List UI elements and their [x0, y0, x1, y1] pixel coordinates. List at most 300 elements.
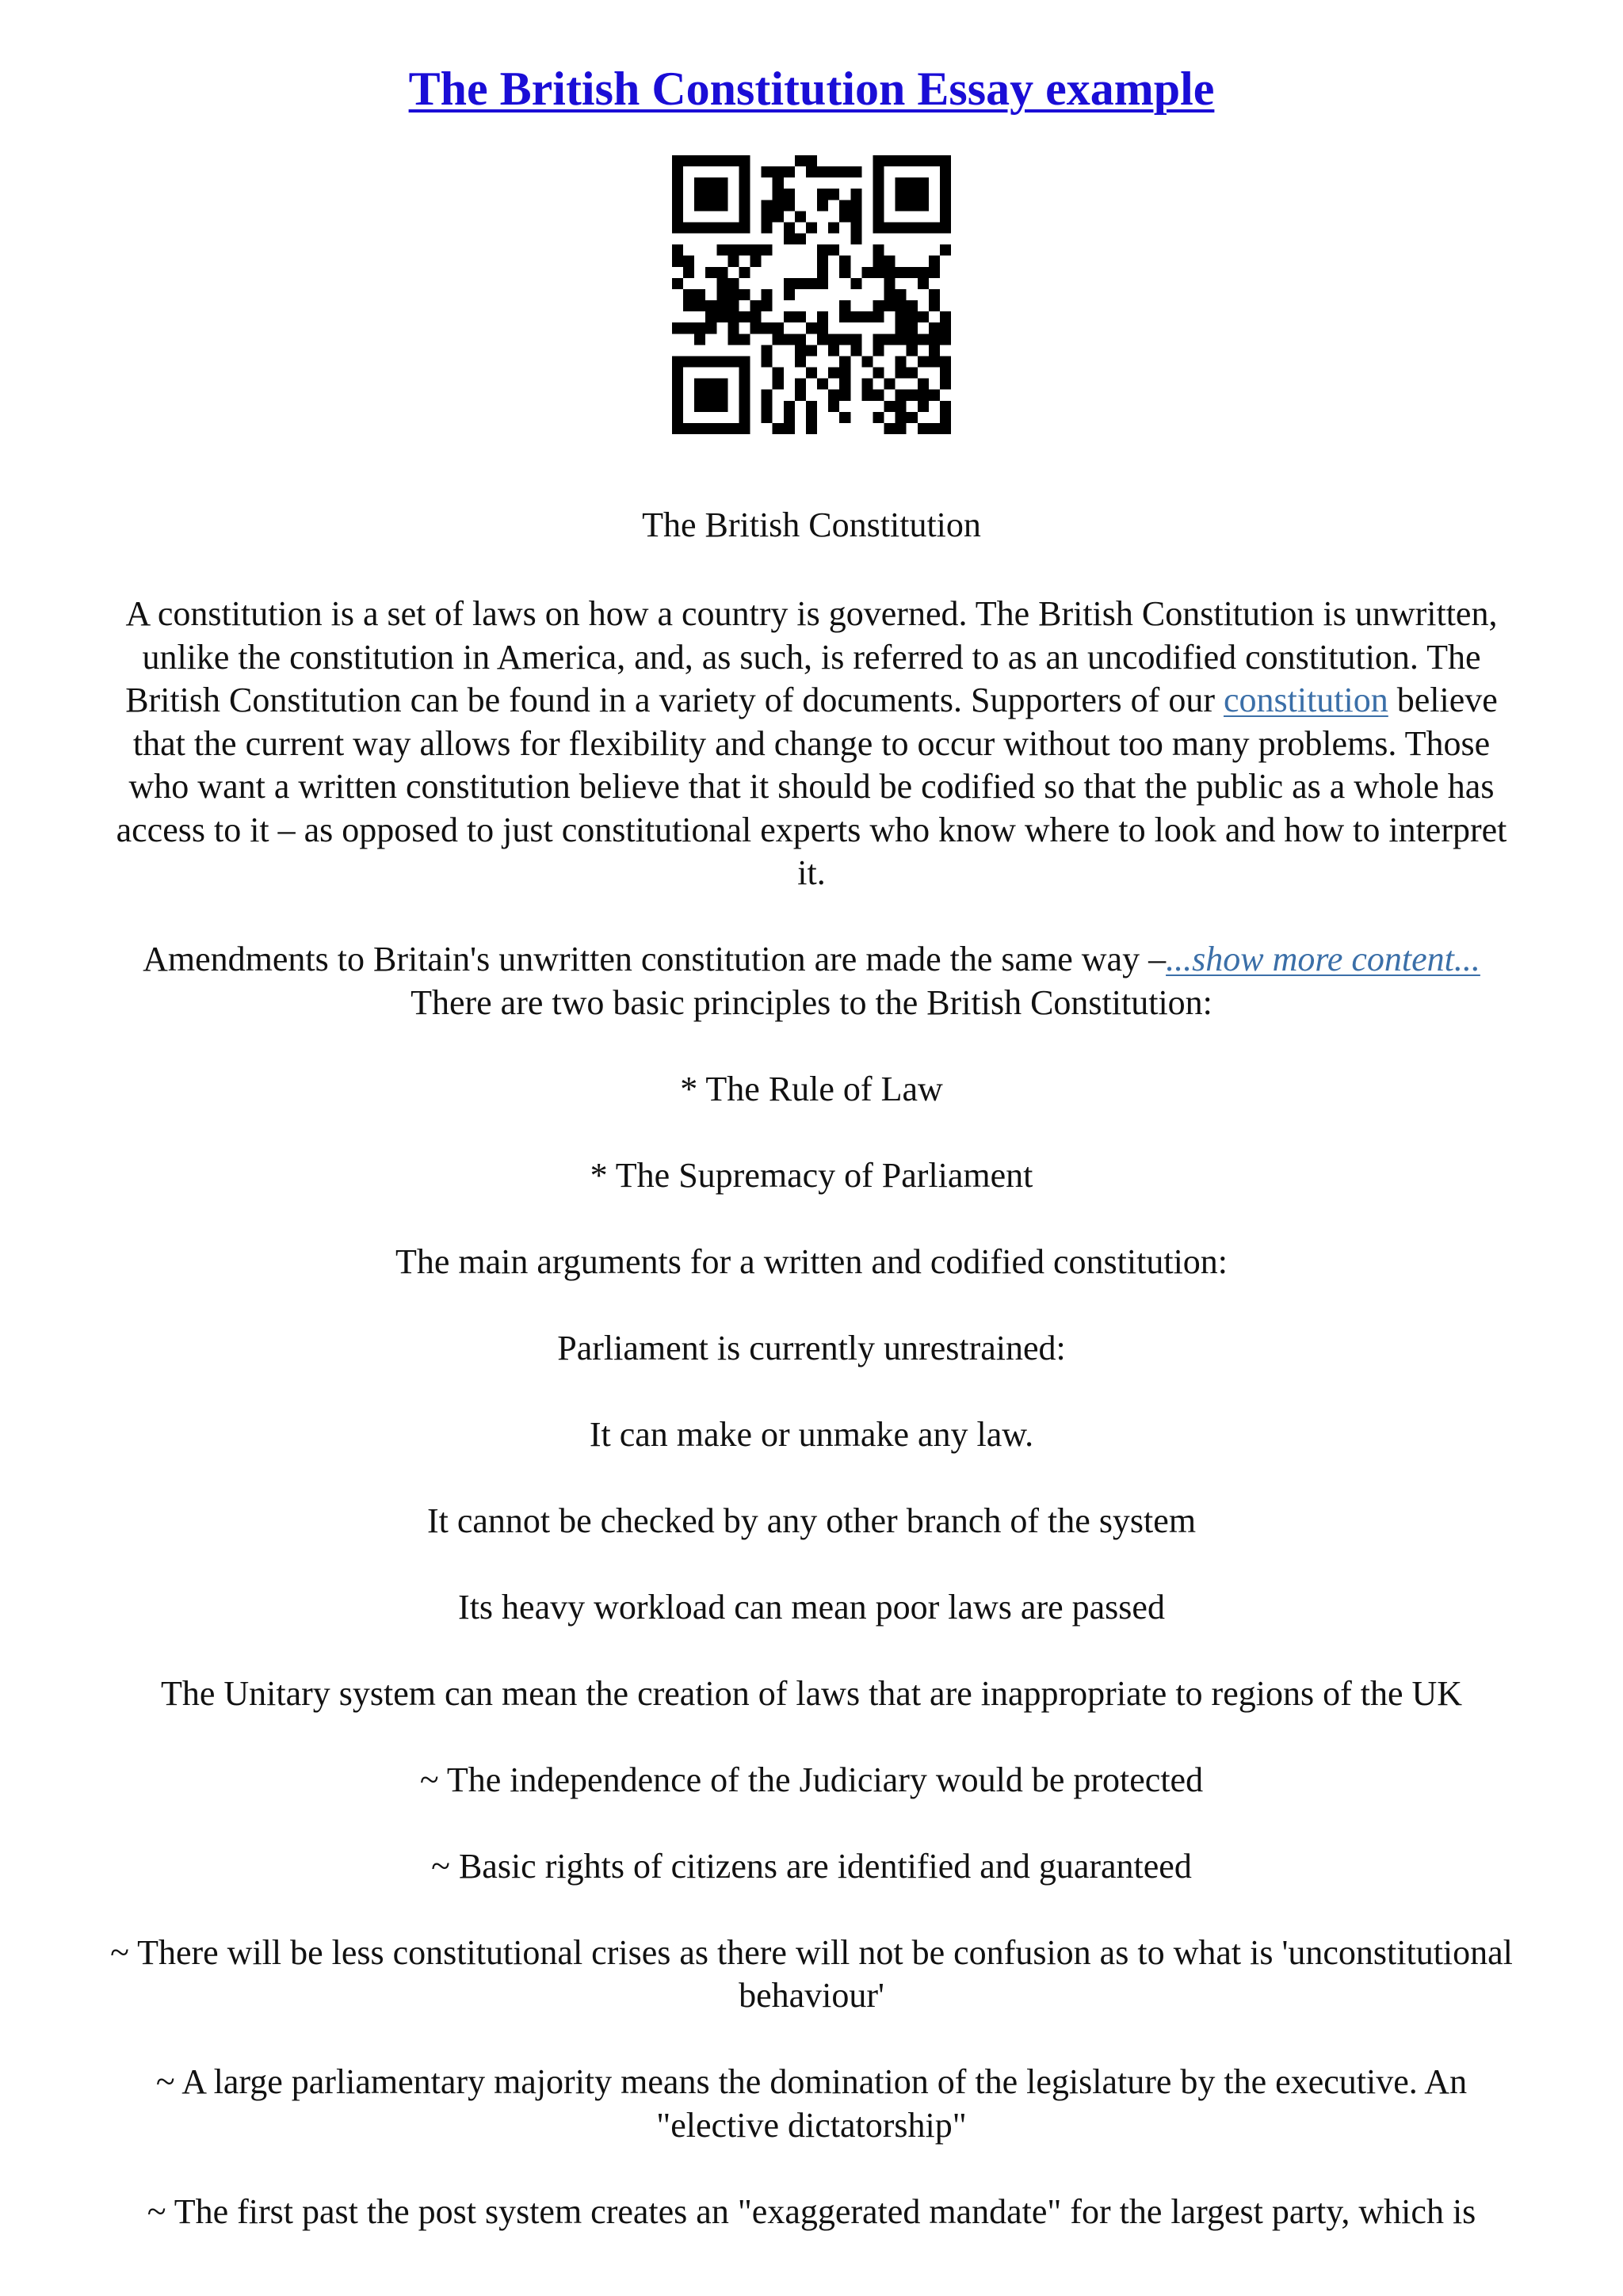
- qr-module: [739, 334, 750, 345]
- qr-module: [705, 401, 716, 412]
- qr-module: [873, 256, 884, 267]
- qr-module: [750, 311, 762, 322]
- qr-module: [873, 200, 884, 211]
- qr-module: [683, 300, 694, 311]
- qr-module: [773, 211, 784, 222]
- qr-module: [929, 155, 940, 166]
- tilde-crises-line-2: behaviour': [739, 1976, 884, 2015]
- qr-module: [795, 278, 806, 289]
- qr-module: [762, 345, 773, 356]
- qr-module: [918, 334, 929, 345]
- qr-module: [806, 278, 817, 289]
- qr-module: [705, 222, 716, 233]
- qr-module: [705, 177, 716, 189]
- qr-module: [773, 334, 784, 345]
- qr-module: [907, 334, 918, 345]
- qr-module: [817, 322, 828, 334]
- qr-module: [672, 368, 683, 379]
- qr-module: [817, 189, 828, 200]
- qr-module: [940, 311, 951, 322]
- qr-module: [929, 334, 940, 345]
- qr-module: [750, 300, 762, 311]
- qr-module: [705, 200, 716, 211]
- qr-module: [873, 177, 884, 189]
- qr-module: [806, 423, 817, 434]
- qr-module: [907, 267, 918, 278]
- qr-module: [739, 189, 750, 200]
- qr-module: [940, 423, 951, 434]
- qr-module: [727, 289, 739, 300]
- qr-module: [850, 189, 861, 200]
- qr-module: [795, 311, 806, 322]
- qr-module: [940, 189, 951, 200]
- tilde-judiciary: ~ The independence of the Judiciary would be protected: [419, 1760, 1204, 1799]
- qr-module: [896, 177, 907, 189]
- qr-module: [762, 222, 773, 233]
- qr-module: [861, 267, 873, 278]
- qr-module: [784, 334, 795, 345]
- qr-module: [850, 234, 861, 245]
- qr-module: [896, 189, 907, 200]
- qr-module: [705, 300, 716, 311]
- qr-module: [705, 356, 716, 367]
- qr-module: [795, 390, 806, 401]
- qr-module: [705, 155, 716, 166]
- qr-module: [839, 334, 850, 345]
- qr-module: [873, 155, 884, 166]
- qr-module: [929, 423, 940, 434]
- qr-module: [739, 177, 750, 189]
- qr-module: [873, 412, 884, 423]
- qr-module: [907, 390, 918, 401]
- qr-module: [839, 211, 850, 222]
- arguments-heading: The main arguments for a written and codified constitution:: [395, 1241, 1228, 1281]
- qr-module: [773, 177, 784, 189]
- qr-module: [873, 267, 884, 278]
- qr-module: [784, 278, 795, 289]
- qr-module: [918, 189, 929, 200]
- qr-module: [694, 334, 705, 345]
- qr-module: [918, 177, 929, 189]
- qr-module: [839, 390, 850, 401]
- principle-rule-of-law: * The Rule of Law: [680, 1069, 943, 1108]
- qr-module: [940, 412, 951, 423]
- principles-intro: There are two basic principles to the British Constitution:: [411, 982, 1212, 1022]
- qr-module: [850, 278, 861, 289]
- qr-module: [739, 311, 750, 322]
- qr-module: [716, 278, 727, 289]
- qr-module: [929, 390, 940, 401]
- qr-module: [672, 423, 683, 434]
- qr-module: [907, 200, 918, 211]
- qr-module: [762, 200, 773, 211]
- qr-module: [716, 289, 727, 300]
- qr-module: [773, 423, 784, 434]
- qr-module: [672, 256, 683, 267]
- qr-module: [907, 322, 918, 334]
- qr-module: [861, 379, 873, 390]
- qr-module: [716, 189, 727, 200]
- qr-module: [762, 322, 773, 334]
- qr-module: [884, 155, 896, 166]
- qr-module: [795, 155, 806, 166]
- qr-module: [940, 177, 951, 189]
- qr-module: [784, 401, 795, 412]
- qr-module: [896, 401, 907, 412]
- qr-module: [672, 155, 683, 166]
- point-make-law: It can make or unmake any law.: [589, 1414, 1034, 1454]
- tilde-rights: ~ Basic rights of citizens are identified and guaranteed: [431, 1846, 1192, 1886]
- title-link[interactable]: The British Constitution Essay example: [408, 63, 1215, 115]
- qr-module: [672, 356, 683, 367]
- qr-module: [727, 356, 739, 367]
- qr-module: [873, 311, 884, 322]
- qr-module: [806, 166, 817, 177]
- qr-module: [907, 189, 918, 200]
- qr-module: [739, 245, 750, 256]
- qr-module: [940, 155, 951, 166]
- qr-module: [739, 267, 750, 278]
- qr-module: [683, 423, 694, 434]
- qr-module: [896, 356, 907, 367]
- qr-module: [762, 289, 773, 300]
- qr-module: [773, 166, 784, 177]
- qr-module: [806, 401, 817, 412]
- qr-module: [694, 300, 705, 311]
- qr-module: [940, 401, 951, 412]
- qr-module: [750, 256, 762, 267]
- qr-module: [784, 200, 795, 211]
- qr-module: [784, 412, 795, 423]
- qr-module: [884, 401, 896, 412]
- qr-module: [683, 222, 694, 233]
- essay-body: [0, 593, 1623, 2233]
- qr-module: [828, 368, 839, 379]
- qr-module: [828, 334, 839, 345]
- qr-module: [817, 311, 828, 322]
- qr-module: [850, 166, 861, 177]
- qr-module: [896, 368, 907, 379]
- qr-module: [884, 334, 896, 345]
- qr-module: [817, 278, 828, 289]
- qr-module: [672, 189, 683, 200]
- qr-module: [806, 412, 817, 423]
- qr-module: [705, 189, 716, 200]
- qr-module: [694, 189, 705, 200]
- qr-module: [694, 390, 705, 401]
- qr-module: [716, 356, 727, 367]
- qr-module: [850, 311, 861, 322]
- qr-module: [694, 177, 705, 189]
- qr-module: [716, 200, 727, 211]
- qr-module: [839, 311, 850, 322]
- qr-module: [672, 412, 683, 423]
- qr-module: [884, 379, 896, 390]
- qr-module: [940, 356, 951, 367]
- qr-module: [873, 222, 884, 233]
- qr-module: [683, 289, 694, 300]
- qr-module: [784, 311, 795, 322]
- qr-module: [773, 379, 784, 390]
- qr-module: [873, 345, 884, 356]
- principle-supremacy: * The Supremacy of Parliament: [590, 1155, 1033, 1195]
- qr-module: [762, 166, 773, 177]
- qr-module: [739, 379, 750, 390]
- qr-module: [918, 311, 929, 322]
- qr-module: [873, 166, 884, 177]
- qr-module: [828, 345, 839, 356]
- qr-module: [929, 300, 940, 311]
- qr-module: [716, 245, 727, 256]
- qr-module: [672, 177, 683, 189]
- qr-module: [795, 345, 806, 356]
- qr-module: [828, 189, 839, 200]
- constitution-link[interactable]: constitution: [1223, 681, 1388, 719]
- qr-module: [683, 256, 694, 267]
- qr-module: [907, 177, 918, 189]
- qr-module: [672, 401, 683, 412]
- qr-module: [739, 211, 750, 222]
- qr-module: [773, 322, 784, 334]
- qr-module: [817, 379, 828, 390]
- qr-module: [694, 289, 705, 300]
- qr-module: [896, 267, 907, 278]
- qr-module: [727, 322, 739, 334]
- qr-module: [683, 356, 694, 367]
- qr-module: [672, 322, 683, 334]
- qr-module: [907, 368, 918, 379]
- qr-module: [739, 368, 750, 379]
- qr-module: [739, 222, 750, 233]
- intro-line-2: unlike the constitution in America, and, as such, is referred to as an uncodified constitution. The: [142, 637, 1481, 677]
- qr-module: [896, 412, 907, 423]
- qr-module: [727, 278, 739, 289]
- qr-module: [727, 256, 739, 267]
- qr-module: [896, 222, 907, 233]
- tilde-majority-line-2: "elective dictatorship": [656, 2105, 967, 2145]
- qr-module: [762, 390, 773, 401]
- qr-module: [817, 245, 828, 256]
- qr-module: [929, 256, 940, 267]
- qr-module: [716, 401, 727, 412]
- qr-module: [716, 267, 727, 278]
- qr-module: [672, 278, 683, 289]
- qr-module: [839, 412, 850, 423]
- qr-module: [739, 412, 750, 423]
- tilde-crises-line-1: ~ There will be less constitutional crises as there will not be confusion as to what is 'unconstitutional: [110, 1932, 1513, 1972]
- qr-module: [784, 289, 795, 300]
- qr-module: [873, 368, 884, 379]
- qr-module: [705, 379, 716, 390]
- title-heading: [0, 57, 1623, 120]
- qr-module: [850, 345, 861, 356]
- qr-module: [716, 177, 727, 189]
- point-unitary: The Unitary system can mean the creation of laws that are inappropriate to regions of the UK: [160, 1673, 1463, 1713]
- qr-module: [817, 256, 828, 267]
- qr-module: [817, 200, 828, 211]
- qr-module: [784, 423, 795, 434]
- show-more-link[interactable]: ...show more content...: [1166, 940, 1480, 978]
- qr-module: [907, 300, 918, 311]
- qr-module: [694, 322, 705, 334]
- qr-module: [907, 155, 918, 166]
- qr-module: [705, 423, 716, 434]
- qr-module: [861, 356, 873, 367]
- qr-module: [873, 300, 884, 311]
- unrestrained-line: Parliament is currently unrestrained:: [557, 1328, 1066, 1367]
- qr-module: [694, 155, 705, 166]
- qr-module: [839, 200, 850, 211]
- qr-module: [907, 222, 918, 233]
- qr-module: [672, 390, 683, 401]
- qr-module: [672, 166, 683, 177]
- qr-module: [806, 368, 817, 379]
- qr-module: [727, 222, 739, 233]
- qr-module: [784, 166, 795, 177]
- qr-module: [918, 356, 929, 367]
- qr-module: [716, 379, 727, 390]
- qr-module: [672, 245, 683, 256]
- qr-module: [839, 267, 850, 278]
- qr-module: [850, 222, 861, 233]
- qr-module: [694, 356, 705, 367]
- qr-module: [850, 200, 861, 211]
- qr-module: [694, 200, 705, 211]
- qr-module: [873, 334, 884, 345]
- qr-module: [918, 267, 929, 278]
- qr-module: [739, 356, 750, 367]
- qr-module: [773, 200, 784, 211]
- qr-module: [762, 245, 773, 256]
- qr-module: [716, 311, 727, 322]
- qr-module: [839, 256, 850, 267]
- essay-subtitle: The British Constitution: [642, 505, 981, 544]
- qr-module: [839, 356, 850, 367]
- qr-module: [861, 390, 873, 401]
- qr-module: [884, 267, 896, 278]
- qr-module: [861, 311, 873, 322]
- qr-module: [884, 289, 896, 300]
- qr-module: [896, 311, 907, 322]
- qr-module: [806, 322, 817, 334]
- qr-module: [940, 222, 951, 233]
- qr-module: [705, 267, 716, 278]
- qr-module: [739, 401, 750, 412]
- qr-module: [907, 311, 918, 322]
- qr-module: [918, 278, 929, 289]
- qr-module: [940, 245, 951, 256]
- qr-module: [739, 155, 750, 166]
- qr-module: [739, 200, 750, 211]
- qr-module: [683, 155, 694, 166]
- qr-module: [762, 211, 773, 222]
- qr-module: [884, 278, 896, 289]
- qr-module: [727, 334, 739, 345]
- qr-module: [750, 322, 762, 334]
- tilde-fptp-line-1: ~ The first past the post system creates an "exaggerated mandate" for the largest party, which is: [147, 2191, 1476, 2231]
- qr-module: [918, 155, 929, 166]
- qr-module: [716, 423, 727, 434]
- qr-module: [884, 423, 896, 434]
- qr-module: [750, 245, 762, 256]
- qr-module: [940, 334, 951, 345]
- amendments-text: Amendments to Britain's unwritten constitution are made the same way –: [143, 940, 1167, 978]
- qr-module: [839, 166, 850, 177]
- qr-module: [727, 155, 739, 166]
- tilde-majority-line-1: ~ A large parliamentary majority means the domination of the legislature by the executive. An: [155, 2062, 1468, 2101]
- qr-module: [896, 300, 907, 311]
- qr-module: [739, 166, 750, 177]
- qr-module: [773, 189, 784, 200]
- qr-module: [694, 401, 705, 412]
- qr-module: [918, 390, 929, 401]
- qr-module: [940, 379, 951, 390]
- qr-module: [839, 379, 850, 390]
- qr-module: [884, 222, 896, 233]
- qr-module: [806, 222, 817, 233]
- intro-line-3: [0, 679, 1623, 723]
- qr-module: [907, 412, 918, 423]
- qr-module: [873, 211, 884, 222]
- qr-module: [694, 222, 705, 233]
- qr-module: [828, 245, 839, 256]
- qr-module: [762, 356, 773, 367]
- intro-line-4: that the current way allows for flexibility and change to occur without too many problems. Those: [132, 723, 1491, 763]
- qr-module: [850, 334, 861, 345]
- qr-module: [817, 166, 828, 177]
- qr-module: [762, 300, 773, 311]
- qr-module: [918, 401, 929, 412]
- qr-module: [727, 311, 739, 322]
- qr-module: [806, 155, 817, 166]
- qr-module: [716, 300, 727, 311]
- qr-module: [884, 300, 896, 311]
- qr-module: [873, 390, 884, 401]
- qr-module: [739, 289, 750, 300]
- qr-module: [884, 256, 896, 267]
- qr-module: [672, 211, 683, 222]
- qr-module: [918, 423, 929, 434]
- qr-module: [929, 289, 940, 300]
- qr-module: [940, 211, 951, 222]
- qr-module: [873, 189, 884, 200]
- qr-module: [817, 334, 828, 345]
- qr-module: [828, 222, 839, 233]
- qr-module: [705, 390, 716, 401]
- qr-module: [762, 412, 773, 423]
- intro-line-3-tail: believe: [1388, 681, 1498, 719]
- qr-module: [716, 390, 727, 401]
- qr-module: [896, 423, 907, 434]
- qr-module: [795, 356, 806, 367]
- qr-module: [839, 300, 850, 311]
- qr-module: [705, 311, 716, 322]
- intro-line-6: access to it – as opposed to just constitutional experts who know where to look and how to interpret: [116, 810, 1507, 849]
- intro-line-3-text: British Constitution can be found in a variety of documents. Supporters of our: [125, 681, 1224, 719]
- qr-module: [705, 322, 716, 334]
- qr-module: [716, 222, 727, 233]
- qr-code-icon: [672, 155, 951, 434]
- point-workload: Its heavy workload can mean poor laws are passed: [458, 1587, 1165, 1627]
- qr-module: [784, 222, 795, 233]
- qr-module: [773, 368, 784, 379]
- qr-module: [817, 267, 828, 278]
- qr-module: [940, 368, 951, 379]
- qr-module: [896, 200, 907, 211]
- qr-module: [694, 379, 705, 390]
- qr-module: [929, 356, 940, 367]
- qr-module: [850, 211, 861, 222]
